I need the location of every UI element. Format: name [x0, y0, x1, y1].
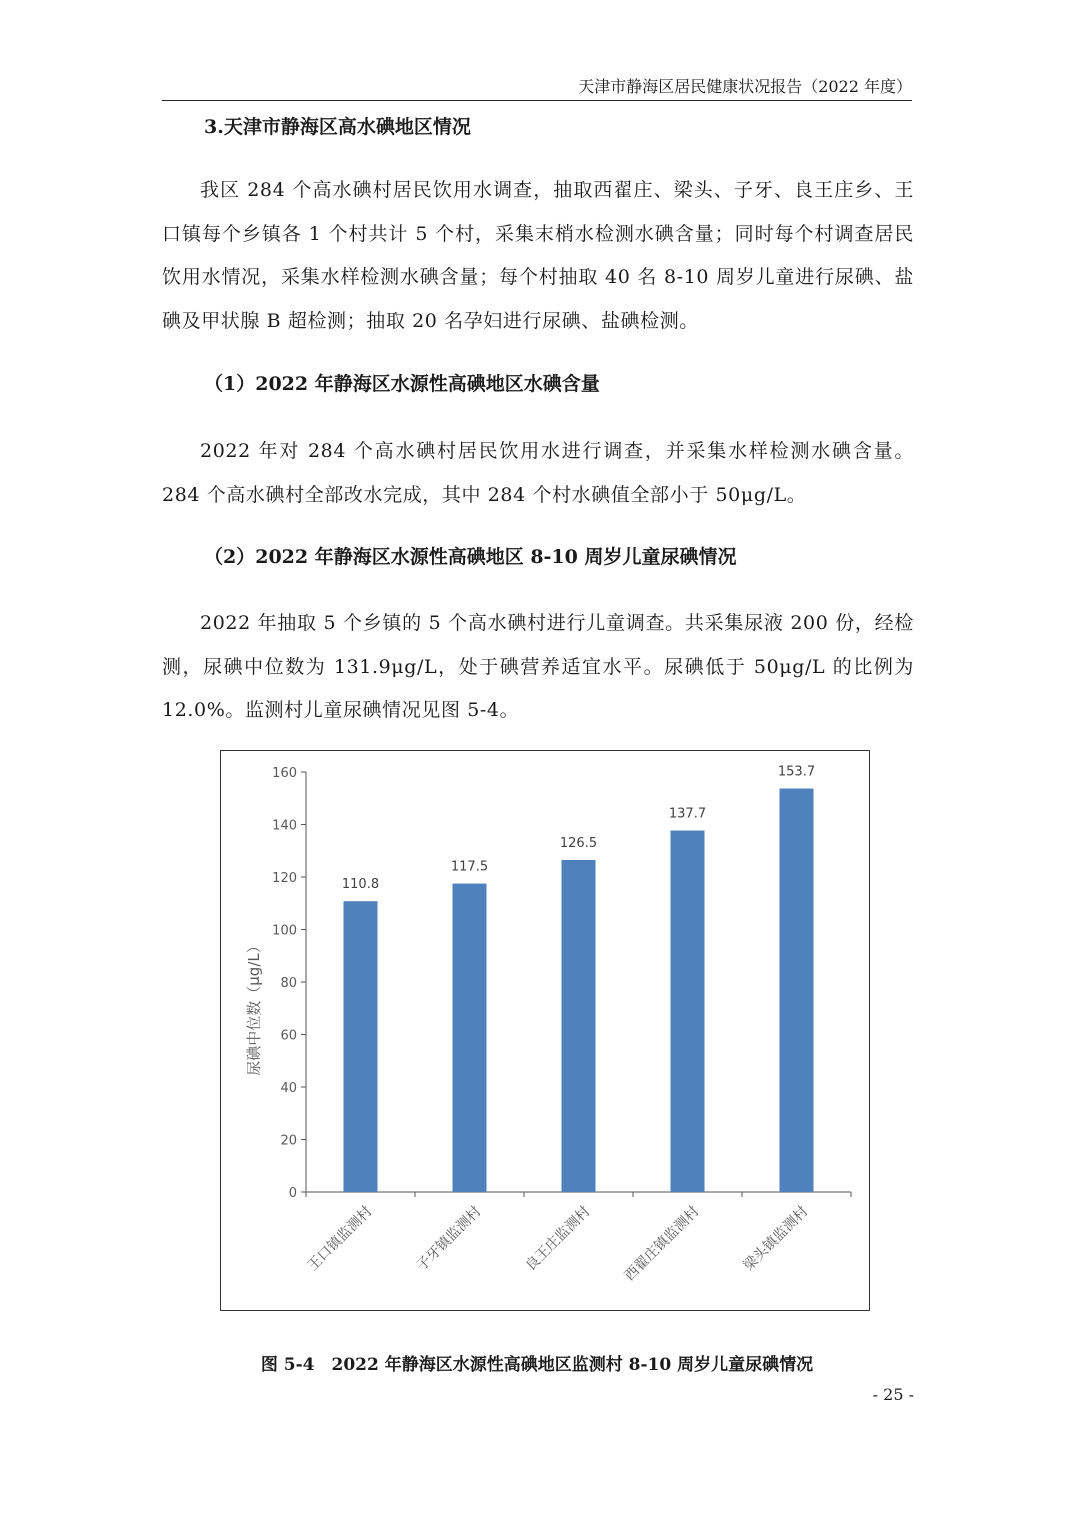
section-heading: 3.天津市静海区高水碘地区情况 — [204, 116, 471, 138]
bar — [671, 831, 705, 1192]
bar-value-label: 137.7 — [668, 806, 707, 822]
bar — [453, 884, 487, 1192]
bar-value-label: 117.5 — [450, 859, 489, 875]
y-tick-label: 160 — [272, 766, 297, 781]
y-tick-label: 20 — [280, 1133, 297, 1149]
y-tick-label: 60 — [280, 1028, 297, 1044]
subsection-heading-1: （1）2022 年静海区水源性高碘地区水碘含量 — [204, 373, 600, 395]
y-axis-title: 尿碘中位数（μg/L） — [245, 938, 263, 1076]
intro-paragraph: 我区 284 个高水碘村居民饮用水调查，抽取西翟庄、梁头、子牙、良王庄乡、王口镇每个乡镇各 1 个村共计 5 个村，采集末梢水检测水碘含量；同时每个村调查居民饮用水情况，采集水样检测水碘含量；每个村抽取 40 名 8-10 周岁儿童进行尿碘、盐碘及甲状腺 B 超检测；抽取 20 名孕妇进行尿碘、盐碘检测。 — [162, 179, 914, 332]
x-category-label: 良王庄监测村 — [522, 1203, 594, 1275]
y-tick-label: 0 — [288, 1186, 297, 1201]
y-tick-label: 100 — [272, 923, 297, 939]
bar-value-label: 153.7 — [777, 764, 816, 780]
running-header: 天津市静海区居民健康状况报告（2022 年度） — [162, 76, 912, 101]
subsection-paragraph-2: 2022 年抽取 5 个乡镇的 5 个高水碘村进行儿童调查。共采集尿液 200 份，经检测，尿碘中位数为 131.9μg/L，处于碘营养适宜水平。尿碘低于 50μg/L 的比例为 12.0%。监测村儿童尿碘情况见图 5-4。 — [162, 612, 914, 721]
y-tick-label: 40 — [280, 1081, 297, 1096]
figure-caption: 图 5-4 2022 年静海区水源性高碘地区监测村 8-10 周岁儿童尿碘情况 — [260, 1355, 814, 1375]
bar — [344, 901, 378, 1192]
chart-canvas — [221, 751, 871, 1312]
bar-value-label: 126.5 — [559, 835, 598, 851]
x-category-label: 西翟庄镇监测村 — [621, 1203, 703, 1285]
x-category-label: 王口镇监测村 — [304, 1203, 376, 1275]
subsection-heading-2: （2）2022 年静海区水源性高碘地区 8-10 周岁儿童尿碘情况 — [204, 546, 737, 568]
bar-value-label: 110.8 — [341, 877, 380, 893]
y-tick-label: 140 — [272, 818, 297, 834]
page-number: - 25 - — [872, 1385, 914, 1404]
x-category-label: 子牙镇监测村 — [413, 1203, 485, 1275]
y-tick-label: 120 — [272, 871, 297, 886]
subsection-paragraph-1: 2022 年对 284 个高水碘村居民饮用水进行调查，并采集水样检测水碘含量。284 个高水碘村全部改水完成，其中 284 个村水碘值全部小于 50μg/L。 — [162, 440, 914, 506]
y-tick-label: 80 — [280, 976, 297, 991]
bar-chart — [220, 750, 870, 1311]
bar — [562, 860, 596, 1192]
bar — [780, 789, 814, 1192]
x-category-label: 梁头镇监测村 — [740, 1203, 812, 1275]
